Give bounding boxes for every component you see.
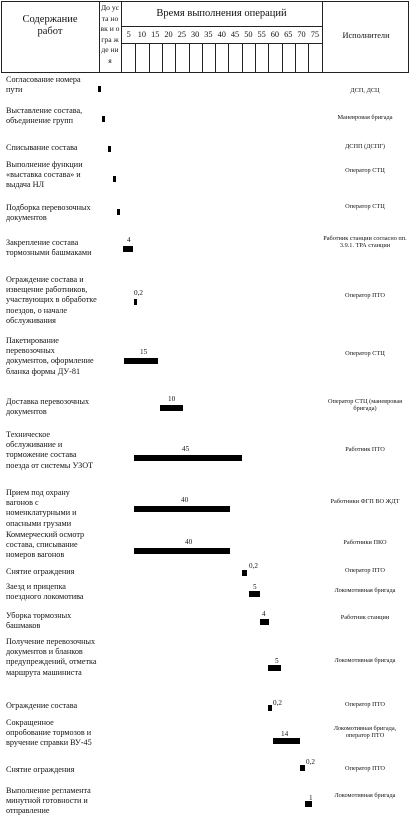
time-tick-label: 50 <box>244 30 253 39</box>
executor-name: Маневровая бригада <box>337 114 393 121</box>
operation-name: Списывание состава <box>6 143 78 152</box>
operation-name: Выполнение функции «выставка состава» и выдача НЛ <box>6 160 83 190</box>
operation-name: Снятие ограждения <box>6 567 75 576</box>
operation-name: Подборка перевозочных документов <box>6 203 91 223</box>
time-tick-label: 15 <box>151 30 160 39</box>
executor-name: ДСП, ДСЦ <box>350 87 380 94</box>
duration-bar <box>268 705 272 711</box>
time-grid-line <box>228 43 229 73</box>
executor-name: Оператор СТЦ (маневровая бригада) <box>327 398 403 413</box>
operation-name: Уборка тормозных башмаков <box>6 611 72 631</box>
executor-name: Работник станции <box>340 614 390 621</box>
duration-label: 40 <box>181 496 189 504</box>
operation-name: Сокращенное опробование тормозов и вручение справки ВУ-45 <box>6 718 92 748</box>
duration-bar <box>123 246 133 252</box>
duration-label: 45 <box>182 445 190 453</box>
duration-label: 0,2 <box>249 562 258 570</box>
duration-label: 15 <box>140 348 148 356</box>
time-grid-line <box>149 43 150 73</box>
header-executor: Исполнители <box>342 31 390 40</box>
operation-name: Прием под охрану вагонов с номенклатурными и опасными грузами <box>6 488 77 528</box>
executor-name: Оператор ПТО <box>345 292 385 299</box>
time-tick-label: 5 <box>126 30 131 39</box>
time-tick-label: 45 <box>230 30 240 39</box>
operation-name: Заезд и прицепка поездного локомотива <box>6 582 84 602</box>
time-grid-line <box>282 43 283 73</box>
executor-name: Локомотивная бригада <box>334 657 396 664</box>
time-tick-label: 25 <box>177 30 186 39</box>
time-tick-label: 20 <box>164 30 173 39</box>
time-grid-line <box>268 43 269 73</box>
operation-name: Согласование номера пути <box>6 75 81 95</box>
executor-name: Оператор ПТО <box>345 765 385 772</box>
executor-name: ДСПП (ДСПГ) <box>344 143 386 150</box>
time-grid-line <box>215 43 216 73</box>
time-grid-line <box>295 43 296 73</box>
executor-name: Работник ПТО <box>345 446 385 453</box>
time-grid-line <box>242 43 243 73</box>
operation-name: Выполнение регламента минутной готовности и отправление <box>6 786 91 816</box>
executor-name: Оператор ПТО <box>345 567 385 574</box>
duration-label: 1 <box>309 794 313 802</box>
time-tick-label: 60 <box>270 30 280 39</box>
duration-bar <box>134 299 137 305</box>
duration-bar <box>102 116 105 122</box>
executor-name: Оператор СТЦ <box>345 167 385 174</box>
operation-name: Пакетирование перевозочных документов, оформление бланка формы ДУ-81 <box>6 336 94 376</box>
time-tick-label: 75 <box>310 30 319 39</box>
operation-name: Выставление состава, объединение групп <box>6 106 83 126</box>
duration-label: 0,2 <box>273 699 282 707</box>
duration-label: 0,2 <box>306 758 315 766</box>
duration-label: 0,2 <box>134 289 143 297</box>
time-grid-line <box>162 43 163 73</box>
duration-bar <box>300 765 305 771</box>
header-time: Время выполнения операций <box>156 8 287 19</box>
duration-bar <box>124 358 158 364</box>
time-grid-line <box>202 43 203 73</box>
duration-label: 14 <box>281 730 289 738</box>
duration-bar <box>260 619 269 625</box>
operation-name: Снятие ограждения <box>6 765 75 774</box>
executor-name: Оператор СТЦ <box>345 350 385 357</box>
time-tick-label: 70 <box>297 30 306 39</box>
duration-bar <box>242 570 247 576</box>
time-tick-label: 30 <box>190 30 200 39</box>
operation-name: Закрепление состава тормозными башмаками <box>6 238 92 258</box>
duration-label: 40 <box>185 538 193 546</box>
header-prep: До уста новк и огра жде ния <box>100 3 120 65</box>
duration-bar <box>134 455 242 461</box>
executor-name: Оператор ПТО <box>345 701 385 708</box>
operation-name: Коммерческий осмотр состава, списывание номеров вагонов <box>6 530 85 560</box>
duration-label: 10 <box>168 395 176 403</box>
time-tick-label: 55 <box>257 30 266 39</box>
duration-bar <box>98 86 101 92</box>
executor-name: Локомотивная бригада <box>334 792 396 799</box>
duration-label: 4 <box>262 610 266 618</box>
operation-name: Доставка перевозочных документов <box>6 397 90 417</box>
time-grid-line <box>175 43 176 73</box>
duration-bar <box>268 665 281 671</box>
executor-name: Локомотивная бригада, оператор ПТО <box>333 725 397 740</box>
time-tick-label: 35 <box>204 30 213 39</box>
duration-label: 5 <box>275 657 279 665</box>
operation-name: Получение перевозочных документов и бланков предупреждений, отметка маршрута машиниста <box>6 637 97 677</box>
time-grid-line <box>308 43 309 73</box>
executor-name: Работники ФГП ВО ЖДТ <box>330 498 400 505</box>
time-tick-label: 10 <box>137 30 147 39</box>
time-grid-line <box>255 43 256 73</box>
time-grid-line <box>135 43 136 73</box>
duration-bar <box>113 176 116 182</box>
time-tick-label: 65 <box>284 30 293 39</box>
duration-bar <box>108 146 111 152</box>
operation-name: Техническое обслуживание и торможение состава поезда от системы УЗОТ <box>6 430 94 470</box>
duration-bar <box>134 506 230 512</box>
executor-name: Работник станции согласно пп. 3.9.1. ТРА станции <box>323 235 407 250</box>
time-tick-label: 40 <box>217 30 226 39</box>
duration-bar <box>117 209 120 215</box>
operation-name: Ограждение состава и извещение работников, участвующих в обработке поездов, о начале обслуживания <box>6 275 97 325</box>
duration-bar <box>273 738 300 744</box>
header-operation: Содержание работ <box>22 14 78 38</box>
duration-label: 5 <box>253 583 257 591</box>
duration-label: 4 <box>127 236 131 244</box>
duration-bar <box>134 548 230 554</box>
time-grid-line <box>189 43 190 73</box>
executor-name: Работники ПКО <box>343 539 387 546</box>
operation-name: Ограждение состава <box>6 701 78 710</box>
duration-bar <box>249 591 260 597</box>
executor-name: Локомотивная бригада <box>334 587 396 594</box>
executor-name: Оператор СТЦ <box>345 203 385 210</box>
duration-bar <box>160 405 183 411</box>
